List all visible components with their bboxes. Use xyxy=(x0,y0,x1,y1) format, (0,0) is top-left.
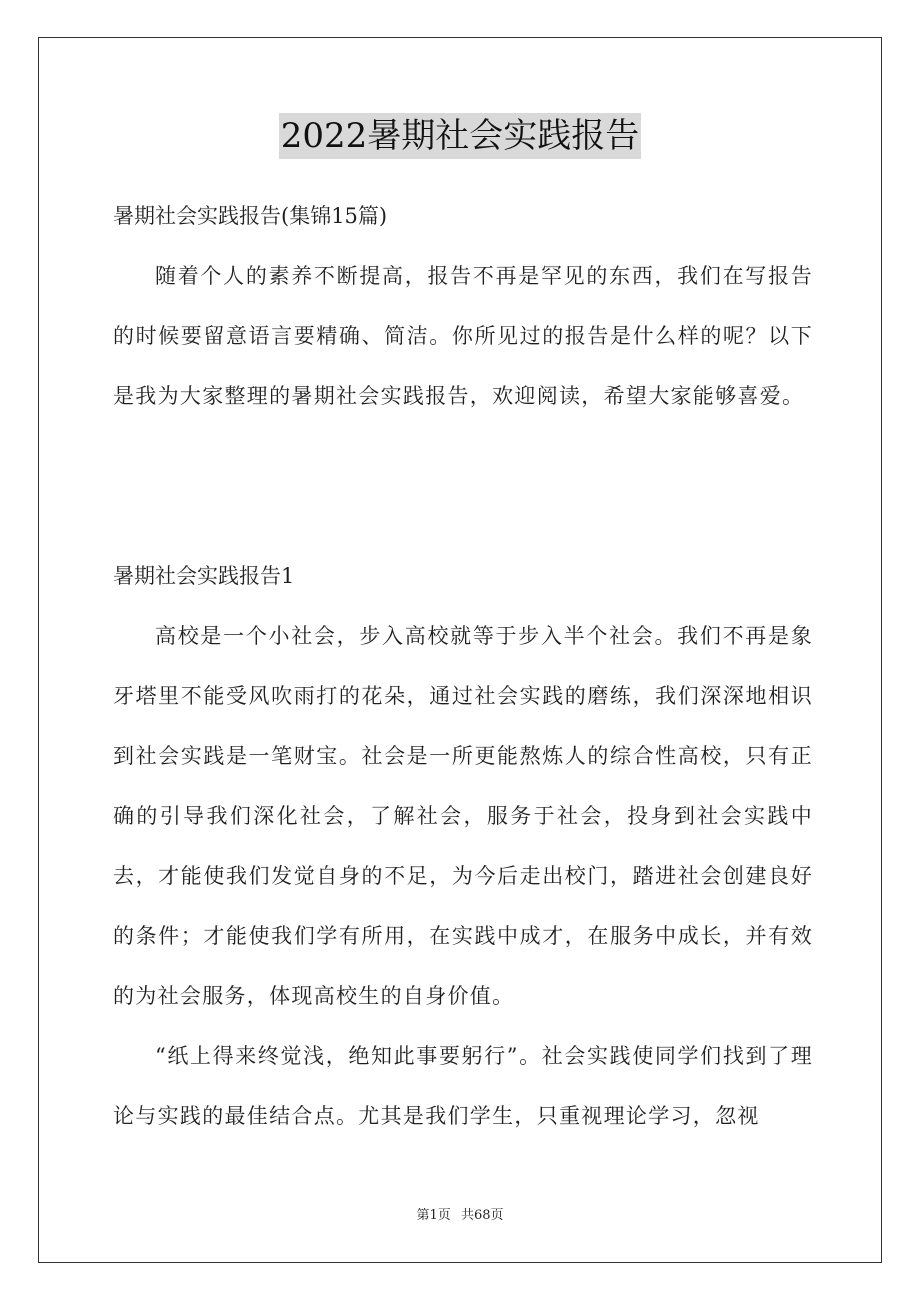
section-heading: 暑期社会实践报告1 xyxy=(113,564,295,588)
body-paragraph-2: “纸上得来终觉浅，绝知此事要躬行”。社会实践使同学们找到了理论与实践的最佳结合点。尤其是我们学生，只重视理论学习，忽视 xyxy=(113,1044,813,1128)
document-title: 2022暑期社会实践报告 xyxy=(279,113,642,159)
title-container xyxy=(0,113,920,159)
page-total: 共68页 xyxy=(460,1208,504,1223)
document-subtitle: 暑期社会实践报告(集锦15篇) xyxy=(113,204,388,228)
body-paragraph-1: 高校是一个小社会，步入高校就等于步入半个社会。我们不再是象牙塔里不能受风吹雨打的花朵，通过社会实践的磨练，我们深深地相识到社会实践是一笔财宝。社会是一所更能熬炼人的综合性高校，只有正确的引导我们深化社会，了解社会，服务于社会，投身到社会实践中去，才能使我们发觉自身的不足，为今后走出校门，踏进社会创建良好的条件；才能使我们学有所用，在实践中成才，在服务中成长，并有效的为社会服务，体现高校生的自身价值。 xyxy=(113,624,813,1008)
page-number: 第1页 xyxy=(416,1208,451,1223)
intro-paragraph: 随着个人的素养不断提高，报告不再是罕见的东西，我们在写报告的时候要留意语言要精确、简洁。你所见过的报告是什么样的呢？以下是我为大家整理的暑期社会实践报告，欢迎阅读，希望大家能够喜爱。 xyxy=(113,264,813,408)
page-footer xyxy=(0,1204,920,1223)
